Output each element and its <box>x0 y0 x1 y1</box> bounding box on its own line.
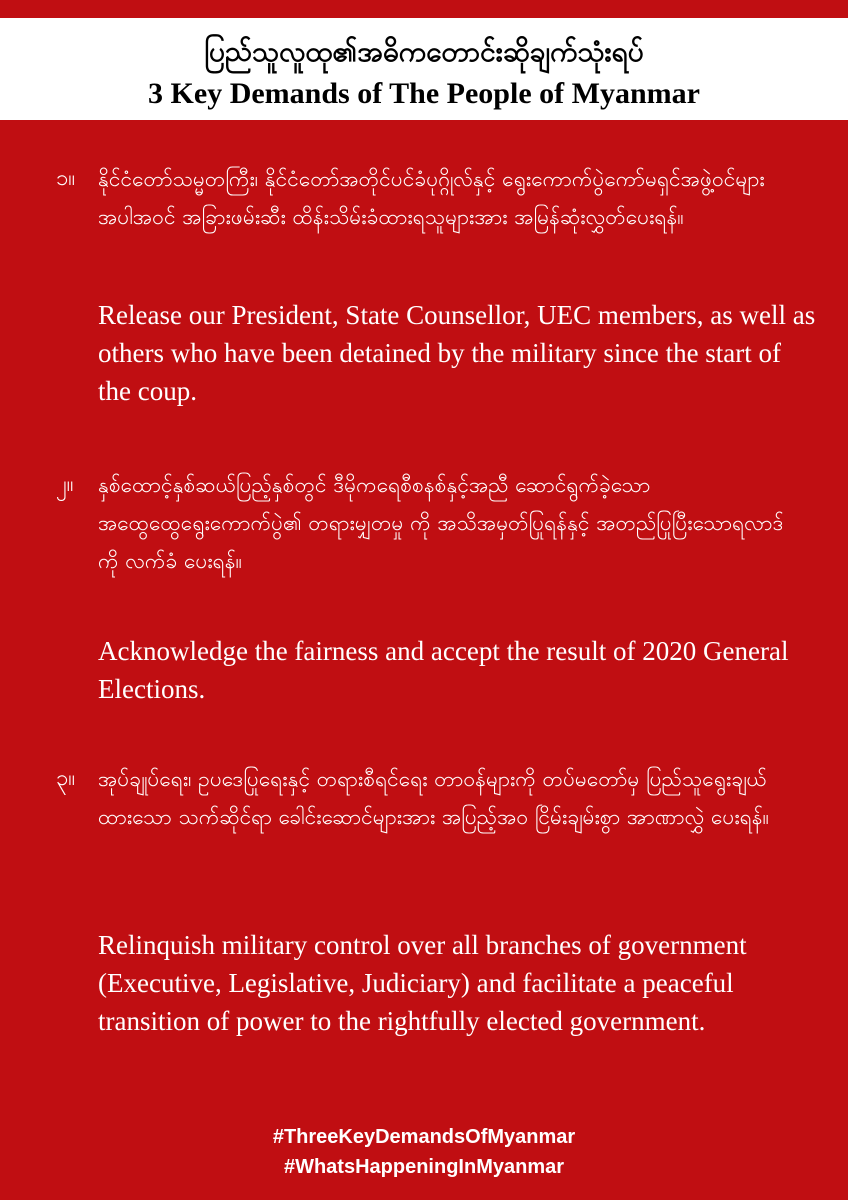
demand-1-number: ၁။ <box>56 166 76 191</box>
demand-2-english: Acknowledge the fairness and accept the result of 2020 General Elections. <box>98 636 789 704</box>
hashtags <box>0 1122 848 1182</box>
demand-1-english: Release our President, State Counsellor, UEC members, as well as others who have been detained by the military since the start of the coup. <box>98 300 816 406</box>
demand-3-english: Relinquish military control over all branches of government (Executive, Legislative, Judiciary) and facilitate a peaceful transition of power to the rightfully elected government. <box>98 930 747 1036</box>
hashtag-whats-happening[interactable]: #WhatsHappeningInMyanmar <box>283 1156 565 1178</box>
hashtag-three-key-demands[interactable]: #ThreeKeyDemandsOfMyanmar <box>272 1126 576 1148</box>
demand-3-number: ၃။ <box>56 766 76 791</box>
header-banner <box>0 18 848 120</box>
title-english: 3 Key Demands of The People of Myanmar <box>148 77 700 110</box>
demand-2-number: ၂။ <box>56 472 74 497</box>
demand-3-burmese: အုပ်ချုပ်ရေး၊ ဥပဒေပြုရေးနှင့် တရားစီရင်ရေး တာဝန်များကို တပ်မတော်မှ ပြည်သူရွေးချယ်ထားသော သက်ဆိုင်ရာ ခေါင်းဆောင်များအား အပြည့်အဝ ငြိမ်းချမ်းစွာ အာဏာလွှဲ ပေးရန်။ <box>98 767 769 829</box>
top-red-bar <box>0 0 848 18</box>
demand-1-burmese: နိုင်ငံတော်သမ္မတကြီး၊ နိုင်ငံတော်အတိုင်ပင်ခံပုဂ္ဂိုလ်နှင့် ရွေးကောက်ပွဲကော်မရှင်အဖွဲ့ဝင်များအပါအဝင် အခြားဖမ်းဆီး ထိန်းသိမ်းခံထားရသူများအား အမြန်ဆုံးလွှတ်ပေးရန်။ <box>98 167 765 229</box>
demand-2-burmese: နှစ်ထောင့်နှစ်ဆယ်ပြည့်နှစ်တွင် ဒီမိုကရေစီစနစ်နှင့်အညီ ဆောင်ရွက်ခဲ့သော အထွေထွေရွေးကောက်ပွဲ၏ တရားမျှတမှု ကို အသိအမှတ်ပြုရန်နှင့် အတည်ပြုပြီးသောရလာဒ်ကို လက်ခံ ပေးရန်။ <box>98 473 784 573</box>
title-burmese: ပြည်သူလူထု၏အဓိကတောင်းဆိုချက်သုံးရပ် <box>204 35 644 68</box>
